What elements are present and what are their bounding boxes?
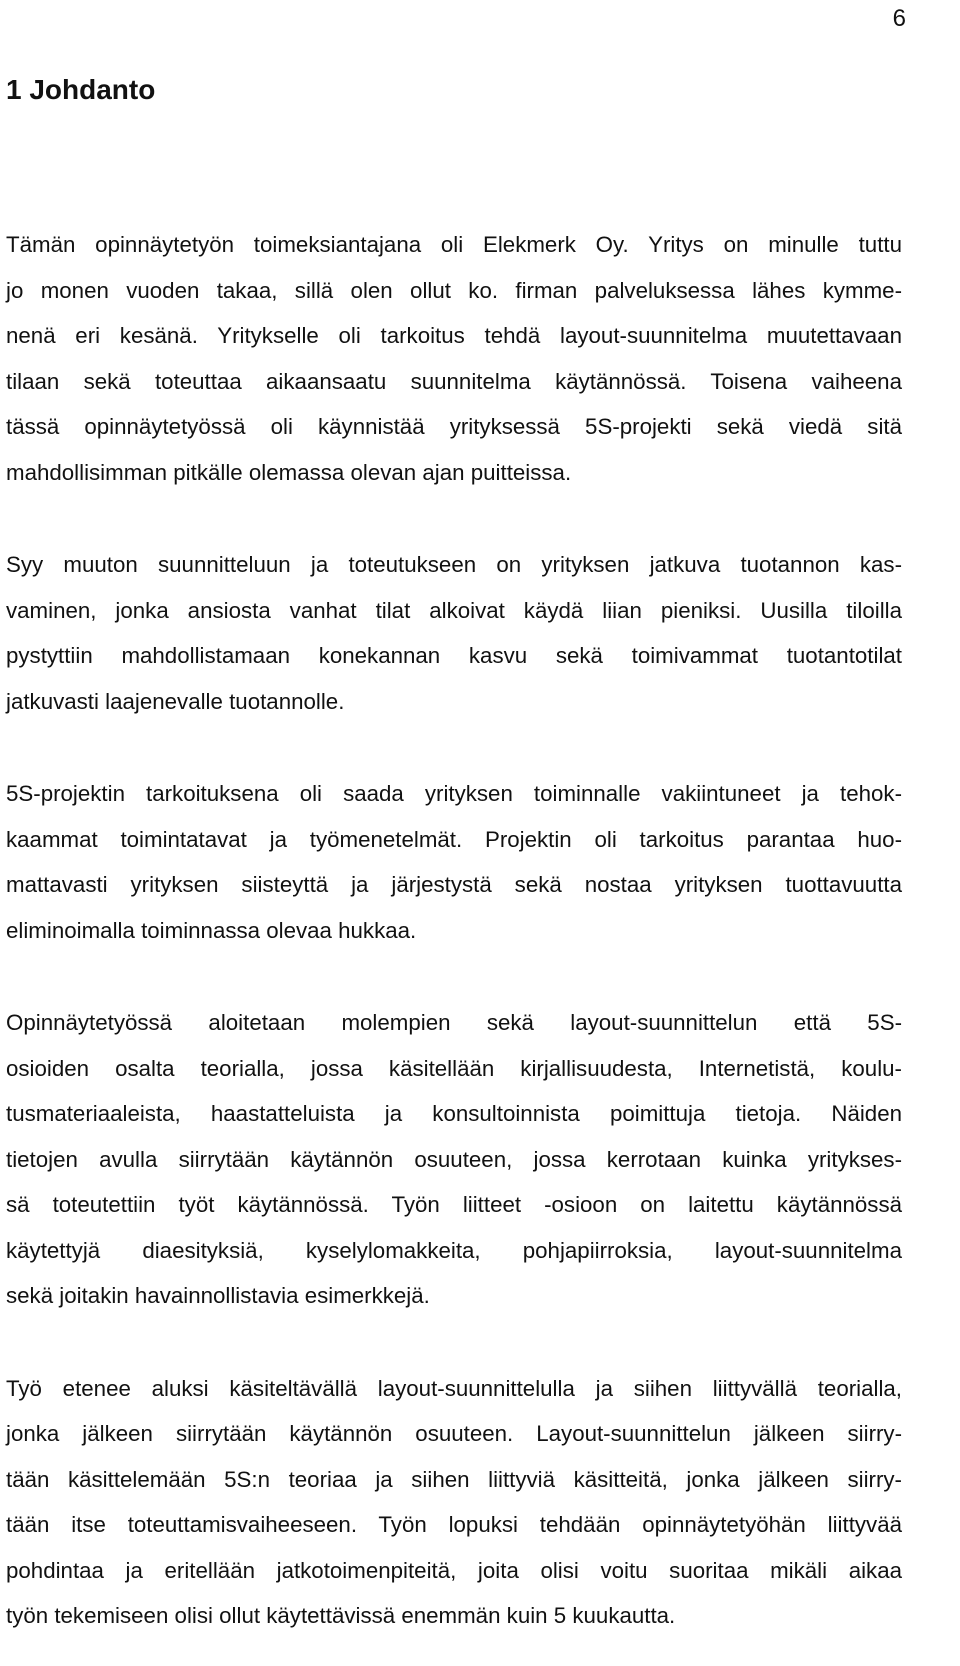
text-line: pohdintaa ja eritellään jatkotoimenpiteitä, joita olisi voitu suoritaa mikäli aikaa	[6, 1557, 902, 1583]
page-number: 6	[892, 5, 906, 32]
text-line: mattavasti yrityksen siisteyttä ja järjestystä sekä nostaa yrityksen tuottavuutta	[6, 872, 902, 897]
paragraph-3	[6, 771, 902, 953]
text-line: tään itse toteuttamisvaiheeseen. Työn lopuksi tehdään opinnäytetyöhän liittyvää	[6, 1512, 902, 1537]
text-line: tään käsittelemään 5S:n teoriaa ja siihen liittyviä käsitteitä, jonka jälkeen siirry-	[6, 1466, 902, 1492]
text-line: kaammat toimintatavat ja työmenetelmät. Projektin oli tarkoitus parantaa huo-	[6, 826, 902, 852]
text-line: tilaan sekä toteuttaa aikaansaatu suunnitelma käytännössä. Toisena vaiheena	[6, 368, 902, 394]
text-line: tusmateriaaleista, haastatteluista ja konsultoinnista poimittuja tietoja. Näiden	[6, 1101, 902, 1126]
paragraph-5	[6, 1366, 902, 1639]
text-line: sekä joitakin havainnollistavia esimerkkejä.	[6, 1283, 430, 1308]
text-line: eliminoimalla toiminnassa olevaa hukkaa.	[6, 917, 417, 943]
text-line: sä toteutettiin työt käytännössä. Työn liitteet -osioon on laitettu käytännössä	[6, 1192, 902, 1217]
text-line: Työ etenee aluksi käsiteltävällä layout-suunnittelulla ja siihen liittyvällä teorialla,	[6, 1375, 902, 1401]
text-line: jatkuvasti laajenevalle tuotannolle.	[6, 688, 345, 714]
paragraph-1	[6, 222, 902, 495]
text-line: pystyttiin mahdollistamaan konekannan kasvu sekä toimivammat tuotantotilat	[6, 643, 902, 668]
text-line: mahdollisimman pitkälle olemassa olevan ajan puitteissa.	[6, 459, 572, 485]
text-line: käytettyjä diaesityksiä, kyselylomakkeita, pohjapiirroksia, layout-suunnitelma	[6, 1237, 902, 1263]
text-line: jonka jälkeen siirrytään käytännön osuuteen. Layout-suunnittelun jälkeen siirry-	[6, 1421, 902, 1446]
text-line: tietojen avulla siirrytään käytännön osuuteen, jossa kerrotaan kuinka yritykses-	[6, 1146, 902, 1172]
paragraph-2	[6, 542, 902, 724]
text-line: 5S-projektin tarkoituksena oli saada yrityksen toiminnalle vakiintuneet ja tehok-	[6, 781, 902, 806]
text-line: Opinnäytetyössä aloitetaan molempien sekä layout-suunnittelun että 5S-	[6, 1010, 902, 1035]
text-line: työn tekemiseen olisi ollut käytettävissä enemmän kuin 5 kuukautta.	[6, 1603, 676, 1628]
text-line: osioiden osalta teorialla, jossa käsitellään kirjallisuudesta, Internetistä, koulu-	[6, 1055, 902, 1081]
body-text	[6, 222, 902, 1639]
text-line: Tämän opinnäytetyön toimeksiantajana oli Elekmerk Oy. Yritys on minulle tuttu	[6, 232, 902, 257]
chapter-title: 1 Johdanto	[6, 74, 156, 105]
paragraph-4	[6, 1000, 902, 1319]
text-line: jo monen vuoden takaa, sillä olen ollut ko. firman palveluksessa lähes kymme-	[6, 277, 902, 303]
text-line: Syy muuton suunnitteluun ja toteutukseen on yrityksen jatkuva tuotannon kas-	[6, 552, 902, 577]
text-line: nenä eri kesänä. Yritykselle oli tarkoitus tehdä layout-suunnitelma muutettavaan	[6, 323, 902, 348]
text-line: vaminen, jonka ansiosta vanhat tilat alkoivat käydä liian pieniksi. Uusilla tiloilla	[6, 597, 902, 623]
text-line: tässä opinnäytetyössä oli käynnistää yrityksessä 5S-projekti sekä viedä sitä	[6, 414, 902, 439]
